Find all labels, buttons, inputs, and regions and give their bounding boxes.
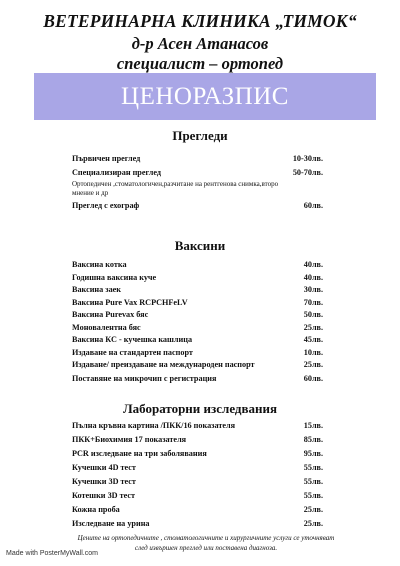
service-label: Кожна проба — [72, 505, 120, 514]
price-row — [72, 322, 323, 333]
service-price: 70лв. — [303, 297, 323, 307]
doctor-name: д-р Асен Атанасов — [131, 34, 269, 53]
service-label: Кучешки 3D тест — [72, 477, 136, 486]
price-row — [72, 334, 323, 345]
price-row — [72, 297, 323, 308]
price-row — [72, 373, 323, 384]
service-price: 95лв. — [303, 449, 323, 458]
service-price: 60лв. — [303, 374, 323, 383]
service-label: Ваксина котка — [72, 260, 127, 269]
service-label: Котешки 3D тест — [72, 491, 136, 500]
service-label: PCR изследване на три заболявания — [72, 449, 207, 458]
price-row — [72, 359, 323, 370]
price-row — [72, 434, 323, 445]
service-label: Моновалентна бяс — [72, 322, 141, 332]
service-price: 15лв. — [303, 421, 323, 430]
service-label: Ваксина Purevax бяс — [72, 310, 149, 319]
section-title-labs: Лабораторни изследвания — [122, 401, 278, 416]
service-price: 50-70лв. — [292, 168, 323, 177]
price-row — [72, 167, 323, 178]
service-label: Ваксина Pure Vax RCPCHFeLV — [72, 297, 188, 307]
price-list-banner — [34, 73, 376, 120]
service-label: Първичен преглед — [72, 154, 141, 163]
service-label: Годишна ваксина куче — [72, 272, 157, 282]
section-title-vaccines: Ваксини — [174, 238, 226, 253]
service-label: Поставяне на микрочип с регистрация — [72, 374, 217, 383]
pricing-footnote: Цените на ортопедичните , стоматологичните и хирургичните услуги се уточняват след извършен преглед или поставена диагноза. — [77, 534, 335, 552]
service-price: 85лв. — [303, 435, 323, 444]
price-row — [72, 272, 323, 283]
price-row — [72, 476, 323, 487]
service-label: ПКК+Биохимия 17 показателя — [72, 435, 187, 444]
price-row — [72, 518, 323, 529]
price-row — [72, 462, 323, 473]
service-price: 50лв. — [303, 310, 323, 319]
service-label: Издаване на стандартен паспорт — [72, 347, 193, 357]
service-label: Пълна кръвна картина /ПКК/16 показателя — [72, 421, 236, 430]
service-label: Преглед с ехограф — [72, 201, 140, 210]
price-row — [72, 200, 323, 211]
price-row — [72, 420, 323, 431]
section-title-exams: Прегледи — [172, 128, 228, 143]
service-label: Кучешки 4D тест — [72, 463, 136, 472]
service-price: 10-30лв. — [292, 154, 323, 163]
clinic-name: ВЕТЕРИНАРНА КЛИНИКА „ТИМОК“ — [43, 11, 357, 31]
price-row — [72, 490, 323, 501]
price-row — [72, 504, 323, 515]
service-price: 25лв. — [303, 360, 323, 369]
price-row — [72, 284, 323, 295]
doctor-specialty: специалист – ортопед — [116, 54, 284, 73]
price-row — [72, 448, 323, 459]
service-price: 30лв. — [303, 285, 323, 294]
price-row — [72, 259, 323, 270]
exam-note: Ортопедичен ,стоматологичен,разчитане на рентгенова снимка,второ мнение и др — [72, 180, 279, 197]
service-price: 25лв. — [303, 322, 323, 332]
service-price: 10лв. — [303, 347, 323, 357]
service-price: 60лв. — [303, 201, 323, 210]
service-price: 40лв. — [303, 272, 323, 282]
service-label: Изследване на урина — [72, 519, 150, 528]
service-price: 55лв. — [303, 477, 323, 486]
price-row — [72, 309, 323, 320]
service-price: 25лв. — [303, 505, 323, 514]
service-label: Издаване/ преиздаване на международен паспорт — [72, 360, 255, 369]
service-label: Ваксина заек — [72, 285, 122, 294]
service-price: 25лв. — [303, 519, 323, 528]
price-row — [72, 347, 323, 358]
service-price: 45лв. — [303, 335, 323, 344]
service-label: Специализиран преглед — [72, 168, 162, 177]
service-price: 55лв. — [303, 491, 323, 500]
service-price: 40лв. — [303, 260, 323, 269]
service-price: 55лв. — [303, 463, 323, 472]
banner-title: ЦЕНОРАЗПИС — [121, 83, 289, 110]
watermark: Made with PosterMyWall.com — [6, 550, 98, 557]
service-label: Ваксина КС - кучешка кашлица — [72, 335, 193, 344]
price-row — [72, 153, 323, 164]
